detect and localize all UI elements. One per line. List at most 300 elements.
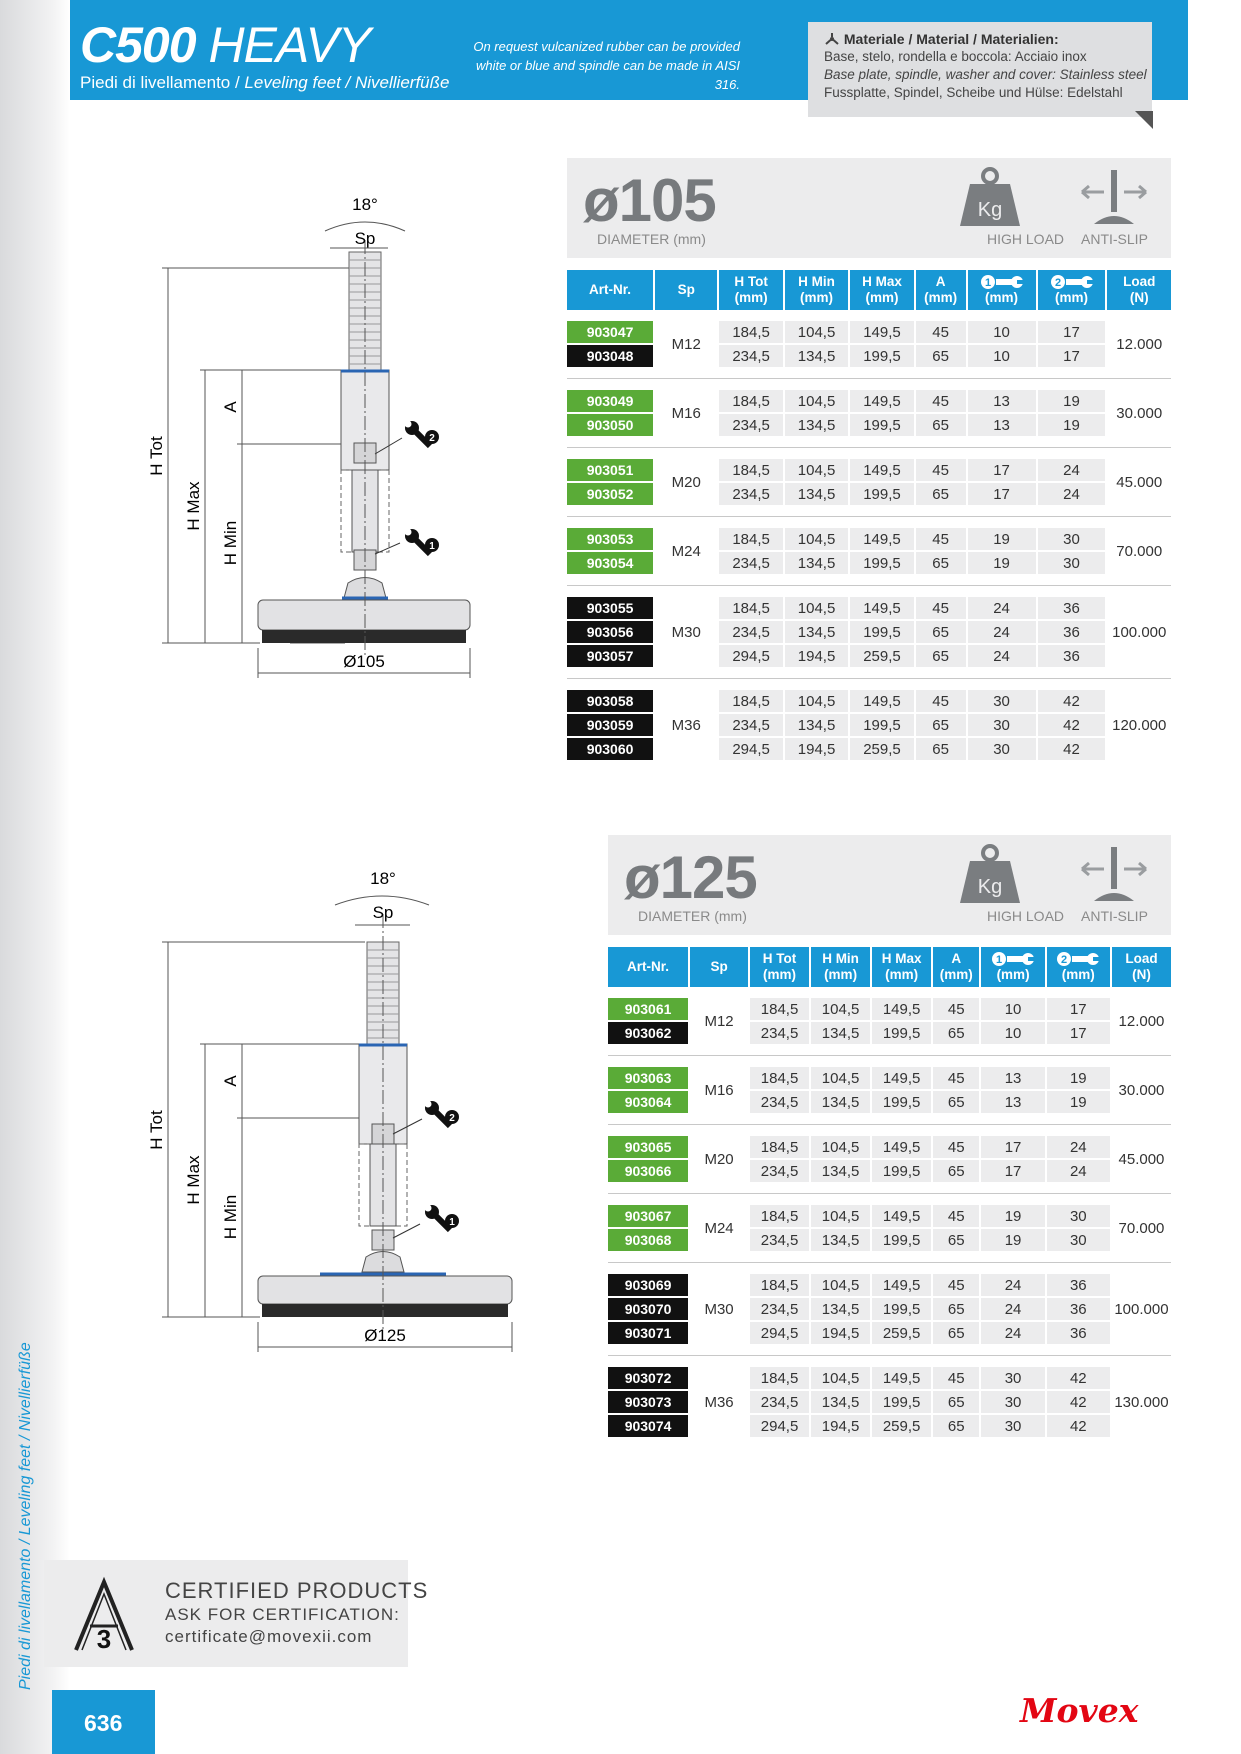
article-number: 903071 bbox=[608, 1322, 688, 1344]
dimension-cell: 42 bbox=[1038, 714, 1106, 736]
dimension-cell: 65 bbox=[916, 645, 966, 667]
dimension-cell: 259,5 bbox=[872, 1322, 931, 1344]
dimension-cell: 19 bbox=[981, 1205, 1044, 1227]
article-number: 903056 bbox=[567, 621, 653, 643]
dimension-cell: 65 bbox=[916, 552, 966, 574]
dimension-cell: 10 bbox=[981, 1022, 1044, 1044]
base-diameter-label: Ø105 bbox=[343, 652, 385, 671]
sp-label: Sp bbox=[354, 229, 376, 248]
article-number: 903053 bbox=[567, 528, 653, 550]
dimension-cell: 184,5 bbox=[750, 1205, 809, 1227]
svg-text:1: 1 bbox=[429, 541, 435, 552]
load-value: 120.000 bbox=[1112, 716, 1167, 734]
dimension-cell: 19 bbox=[1038, 390, 1106, 412]
dimension-cell: 199,5 bbox=[872, 1091, 931, 1113]
dimension-cell: 36 bbox=[1038, 645, 1106, 667]
dimension-cell: 134,5 bbox=[811, 1160, 870, 1182]
dimension-cell: 42 bbox=[1038, 690, 1106, 712]
dimension-cell: 234,5 bbox=[750, 1160, 809, 1182]
header-col-0: Art-Nr. bbox=[567, 270, 653, 310]
dimension-cell: 134,5 bbox=[785, 414, 848, 436]
dimension-cell: 42 bbox=[1047, 1391, 1110, 1413]
dimension-cell: 65 bbox=[933, 1415, 979, 1437]
dimensions-table-125 bbox=[606, 945, 1173, 1448]
header-wrench-1: 1 (mm) bbox=[968, 270, 1036, 310]
ask-certification-text: ASK FOR CERTIFICATION: bbox=[165, 1605, 400, 1624]
dimension-cell: 199,5 bbox=[850, 345, 913, 367]
dimension-cell: 199,5 bbox=[872, 1229, 931, 1251]
dimension-cell: 65 bbox=[916, 714, 966, 736]
dimension-cell: 45 bbox=[916, 321, 966, 343]
article-number: 903065 bbox=[608, 1136, 688, 1158]
dimension-cell: 234,5 bbox=[750, 1229, 809, 1251]
dimension-cell: 24 bbox=[981, 1322, 1044, 1344]
certification-box bbox=[44, 1560, 429, 1667]
dimension-cell: 104,5 bbox=[785, 459, 848, 481]
anti-slip-icon bbox=[1078, 166, 1150, 230]
header-col-0: Art-Nr. bbox=[608, 947, 688, 987]
spec-header-125 bbox=[608, 835, 1171, 935]
header-wrench-2: 2 (mm) bbox=[1047, 947, 1110, 987]
a-label: A bbox=[221, 401, 240, 413]
dimension-cell: 194,5 bbox=[785, 738, 848, 760]
materials-icon bbox=[824, 32, 840, 46]
load-value: 45.000 bbox=[1118, 1150, 1165, 1168]
left-margin-band bbox=[0, 0, 70, 1754]
dimension-cell: 234,5 bbox=[750, 1091, 809, 1113]
dimension-cell: 36 bbox=[1047, 1298, 1110, 1320]
table-header bbox=[567, 270, 1171, 310]
dimension-cell: 30 bbox=[981, 1367, 1044, 1389]
page-number: 636 bbox=[84, 1710, 123, 1736]
certificate-email-link[interactable]: certificate@movexii.com bbox=[165, 1627, 373, 1646]
dimension-cell: 45 bbox=[933, 1067, 979, 1089]
title-heavy: HEAVY bbox=[208, 17, 371, 73]
dimension-cell: 13 bbox=[981, 1091, 1044, 1113]
product-title bbox=[80, 16, 370, 74]
dimension-cell: 30 bbox=[968, 738, 1036, 760]
load-value: 45.000 bbox=[1116, 473, 1163, 491]
dimension-cell: 104,5 bbox=[811, 1136, 870, 1158]
h-max-label: H Max bbox=[184, 1155, 203, 1205]
box-corner bbox=[1135, 111, 1153, 129]
dimension-cell: 13 bbox=[968, 390, 1036, 412]
dimension-cell: 194,5 bbox=[811, 1415, 870, 1437]
svg-text:1: 1 bbox=[984, 277, 991, 289]
wrench-2-icon bbox=[1050, 274, 1094, 290]
dimension-cell: 184,5 bbox=[719, 390, 782, 412]
svg-text:2: 2 bbox=[1061, 954, 1068, 966]
dimension-cell: 149,5 bbox=[850, 690, 913, 712]
dimension-cell: 19 bbox=[968, 552, 1036, 574]
wrench-1-icon bbox=[405, 529, 440, 555]
dimension-cell: 149,5 bbox=[850, 597, 913, 619]
dimension-cell: 134,5 bbox=[811, 1391, 870, 1413]
header-wrench-1: 1 (mm) bbox=[981, 947, 1044, 987]
table-row bbox=[567, 597, 1171, 619]
dimension-cell: 104,5 bbox=[785, 390, 848, 412]
spindle-size: M36 bbox=[704, 1393, 734, 1411]
dimension-cell: 104,5 bbox=[785, 597, 848, 619]
dimension-cell: 45 bbox=[933, 1367, 979, 1389]
dimension-cell: 45 bbox=[933, 998, 979, 1020]
dimension-cell: 45 bbox=[933, 1136, 979, 1158]
svg-text:2: 2 bbox=[429, 433, 435, 444]
header-col-2: H Tot (mm) bbox=[750, 947, 809, 987]
dimension-cell: 42 bbox=[1047, 1367, 1110, 1389]
dimension-cell: 19 bbox=[1038, 414, 1106, 436]
dimension-cell: 65 bbox=[933, 1091, 979, 1113]
dimension-cell: 45 bbox=[916, 528, 966, 550]
article-number: 903050 bbox=[567, 414, 653, 436]
dimension-cell: 194,5 bbox=[811, 1322, 870, 1344]
article-number: 903069 bbox=[608, 1274, 688, 1296]
wrench-2-icon bbox=[425, 1101, 460, 1127]
dimension-cell: 104,5 bbox=[785, 528, 848, 550]
article-number: 903052 bbox=[567, 483, 653, 505]
weight-kg-icon bbox=[954, 843, 1026, 907]
page-number-box bbox=[52, 1690, 155, 1754]
dimension-cell: 184,5 bbox=[719, 690, 782, 712]
dimension-cell: 184,5 bbox=[719, 528, 782, 550]
dimension-cell: 149,5 bbox=[850, 459, 913, 481]
wrench-2-icon bbox=[1056, 951, 1100, 967]
article-number: 903064 bbox=[608, 1091, 688, 1113]
diameter-label: DIAMETER (mm) bbox=[597, 231, 706, 247]
dimension-cell: 65 bbox=[916, 345, 966, 367]
dimension-cell: 17 bbox=[1047, 998, 1110, 1020]
dimension-cell: 134,5 bbox=[811, 1091, 870, 1113]
wrench-2-icon bbox=[405, 421, 440, 447]
dimension-cell: 149,5 bbox=[872, 1274, 931, 1296]
svg-text:3: 3 bbox=[96, 1624, 112, 1654]
dimension-cell: 17 bbox=[981, 1136, 1044, 1158]
subtitle-italian: Piedi di livellamento / bbox=[80, 73, 245, 92]
header-col-8: Load (N) bbox=[1112, 947, 1171, 987]
sp-label: Sp bbox=[372, 903, 394, 922]
dimension-cell: 234,5 bbox=[719, 714, 782, 736]
dimension-cell: 259,5 bbox=[850, 738, 913, 760]
header-col-3: H Min (mm) bbox=[785, 270, 848, 310]
svg-text:1: 1 bbox=[449, 1217, 455, 1228]
dimension-cell: 104,5 bbox=[811, 1067, 870, 1089]
dimension-cell: 234,5 bbox=[719, 621, 782, 643]
article-number: 903070 bbox=[608, 1298, 688, 1320]
dimension-cell: 199,5 bbox=[872, 1160, 931, 1182]
materials-line-3: Fussplatte, Spindel, Scheibe und Hülse: Edelstahl bbox=[824, 85, 1123, 100]
materials-title: Materiale / Material / Materialien: bbox=[824, 31, 1059, 47]
dimension-cell: 134,5 bbox=[785, 552, 848, 574]
dimension-cell: 65 bbox=[916, 414, 966, 436]
anti-slip-icon bbox=[1078, 843, 1150, 907]
dimension-cell: 199,5 bbox=[850, 714, 913, 736]
dimension-cell: 24 bbox=[968, 621, 1036, 643]
dimension-cell: 10 bbox=[968, 321, 1036, 343]
dimension-cell: 199,5 bbox=[872, 1022, 931, 1044]
certification-logo-icon bbox=[68, 1576, 140, 1656]
technical-drawing-105 bbox=[140, 188, 500, 688]
dimension-cell: 184,5 bbox=[750, 998, 809, 1020]
dimension-cell: 199,5 bbox=[872, 1298, 931, 1320]
dimension-cell: 17 bbox=[1047, 1022, 1110, 1044]
dimension-cell: 184,5 bbox=[750, 1274, 809, 1296]
note-line-1: On request vulcanized rubber can be provided bbox=[473, 39, 740, 54]
dimension-cell: 24 bbox=[1038, 483, 1106, 505]
dimension-cell: 65 bbox=[933, 1229, 979, 1251]
header-col-8: Load (N) bbox=[1107, 270, 1171, 310]
h-tot-label: H Tot bbox=[147, 436, 166, 476]
anti-slip-label: ANTI-SLIP bbox=[1081, 908, 1148, 924]
h-tot-label: H Tot bbox=[147, 1110, 166, 1150]
article-number: 903062 bbox=[608, 1022, 688, 1044]
materials-box bbox=[808, 22, 1152, 117]
header-col-5: A (mm) bbox=[933, 947, 979, 987]
dimension-cell: 24 bbox=[981, 1298, 1044, 1320]
dimension-cell: 17 bbox=[1038, 345, 1106, 367]
dimension-cell: 30 bbox=[968, 690, 1036, 712]
table-row bbox=[608, 1205, 1171, 1227]
load-value: 100.000 bbox=[1114, 1300, 1169, 1318]
dimension-cell: 234,5 bbox=[750, 1298, 809, 1320]
header-col-4: H Max (mm) bbox=[872, 947, 931, 987]
header-wrench-2: 2 (mm) bbox=[1038, 270, 1106, 310]
dimension-cell: 42 bbox=[1047, 1415, 1110, 1437]
a-label: A bbox=[221, 1075, 240, 1087]
dimension-cell: 199,5 bbox=[850, 552, 913, 574]
header-col-1: Sp bbox=[690, 947, 748, 987]
dimension-cell: 234,5 bbox=[719, 483, 782, 505]
spindle-size: M30 bbox=[704, 1300, 734, 1318]
dimension-cell: 104,5 bbox=[811, 1367, 870, 1389]
article-number: 903054 bbox=[567, 552, 653, 574]
diameter-label: DIAMETER (mm) bbox=[638, 908, 747, 924]
dimension-cell: 199,5 bbox=[850, 483, 913, 505]
certified-products-text: CERTIFIED PRODUCTS bbox=[165, 1578, 429, 1603]
dimension-cell: 65 bbox=[933, 1298, 979, 1320]
table-row bbox=[567, 390, 1171, 412]
dimension-cell: 194,5 bbox=[785, 645, 848, 667]
dimension-cell: 24 bbox=[1038, 459, 1106, 481]
article-number: 903060 bbox=[567, 738, 653, 760]
dimension-cell: 19 bbox=[1047, 1067, 1110, 1089]
spindle-size: M24 bbox=[704, 1219, 734, 1237]
table-row bbox=[567, 690, 1171, 712]
dimension-cell: 134,5 bbox=[811, 1298, 870, 1320]
dimension-cell: 45 bbox=[916, 597, 966, 619]
dimension-cell: 30 bbox=[981, 1415, 1044, 1437]
dimension-cell: 149,5 bbox=[872, 1067, 931, 1089]
dimension-cell: 234,5 bbox=[719, 345, 782, 367]
dimension-cell: 104,5 bbox=[811, 1205, 870, 1227]
dimension-cell: 294,5 bbox=[750, 1415, 809, 1437]
wrench-1-icon bbox=[991, 951, 1035, 967]
dimension-cell: 199,5 bbox=[850, 621, 913, 643]
article-number: 903066 bbox=[608, 1160, 688, 1182]
dimension-cell: 13 bbox=[968, 414, 1036, 436]
dimension-cell: 30 bbox=[968, 714, 1036, 736]
dimension-cell: 234,5 bbox=[750, 1022, 809, 1044]
dimension-cell: 45 bbox=[916, 390, 966, 412]
dimension-cell: 134,5 bbox=[785, 345, 848, 367]
spindle-size: M20 bbox=[704, 1150, 734, 1168]
wrench-1-icon bbox=[425, 1205, 460, 1231]
spindle-size: M12 bbox=[671, 335, 701, 353]
header-col-4: H Max (mm) bbox=[850, 270, 913, 310]
load-value: 30.000 bbox=[1116, 404, 1163, 422]
dimension-cell: 24 bbox=[968, 645, 1036, 667]
svg-text:Kg: Kg bbox=[977, 876, 1003, 898]
dimension-cell: 17 bbox=[1038, 321, 1106, 343]
dimension-cell: 259,5 bbox=[872, 1415, 931, 1437]
table-row bbox=[608, 1136, 1171, 1158]
dimension-cell: 134,5 bbox=[811, 1022, 870, 1044]
high-load-label: HIGH LOAD bbox=[987, 908, 1065, 924]
svg-text:Kg: Kg bbox=[977, 199, 1003, 221]
table-row bbox=[608, 1367, 1171, 1389]
dimension-cell: 30 bbox=[1047, 1205, 1110, 1227]
article-number: 903072 bbox=[608, 1367, 688, 1389]
dimension-cell: 36 bbox=[1047, 1274, 1110, 1296]
dimension-cell: 184,5 bbox=[750, 1067, 809, 1089]
diameter-value: ø125 bbox=[624, 844, 757, 911]
article-number: 903061 bbox=[608, 998, 688, 1020]
load-value: 130.000 bbox=[1114, 1393, 1169, 1411]
load-value: 100.000 bbox=[1112, 623, 1167, 641]
wrench-1-icon bbox=[980, 274, 1024, 290]
article-number: 903067 bbox=[608, 1205, 688, 1227]
spindle-size: M16 bbox=[671, 404, 701, 422]
dimension-cell: 19 bbox=[1047, 1091, 1110, 1113]
dimension-cell: 36 bbox=[1047, 1322, 1110, 1344]
table-row bbox=[608, 1274, 1171, 1296]
load-value: 12.000 bbox=[1116, 335, 1163, 353]
article-number: 903074 bbox=[608, 1415, 688, 1437]
dimension-cell: 134,5 bbox=[785, 714, 848, 736]
product-subtitle bbox=[80, 73, 449, 93]
svg-text:2: 2 bbox=[449, 1113, 455, 1124]
dimension-cell: 199,5 bbox=[850, 414, 913, 436]
table-row bbox=[567, 528, 1171, 550]
spindle-size: M24 bbox=[671, 542, 701, 560]
h-min-label: H Min bbox=[221, 1194, 240, 1240]
subtitle-english-german: Leveling feet / Nivellierfüße bbox=[244, 73, 450, 92]
dimension-cell: 19 bbox=[968, 528, 1036, 550]
dimension-cell: 13 bbox=[981, 1067, 1044, 1089]
dimension-cell: 65 bbox=[916, 483, 966, 505]
spindle-size: M30 bbox=[671, 623, 701, 641]
spindle-size: M16 bbox=[704, 1081, 734, 1099]
dimension-cell: 65 bbox=[933, 1022, 979, 1044]
dimension-cell: 42 bbox=[1038, 738, 1106, 760]
dimension-cell: 30 bbox=[1038, 528, 1106, 550]
article-number: 903057 bbox=[567, 645, 653, 667]
article-number: 903059 bbox=[567, 714, 653, 736]
weight-kg-icon bbox=[954, 166, 1026, 230]
header-col-5: A (mm) bbox=[916, 270, 966, 310]
materials-line-2: Base plate, spindle, washer and cover: Stainless steel bbox=[824, 67, 1147, 82]
dimension-cell: 294,5 bbox=[719, 645, 782, 667]
article-number: 903073 bbox=[608, 1391, 688, 1413]
spindle-size: M36 bbox=[671, 716, 701, 734]
dimension-cell: 149,5 bbox=[850, 528, 913, 550]
load-value: 12.000 bbox=[1118, 1012, 1165, 1030]
diameter-value: ø105 bbox=[583, 167, 716, 234]
h-min-label: H Min bbox=[221, 520, 240, 566]
dimension-cell: 259,5 bbox=[850, 645, 913, 667]
dimension-cell: 45 bbox=[916, 459, 966, 481]
high-load-label: HIGH LOAD bbox=[987, 231, 1065, 247]
dimension-cell: 65 bbox=[933, 1391, 979, 1413]
dimension-cell: 24 bbox=[981, 1274, 1044, 1296]
dimension-cell: 184,5 bbox=[719, 321, 782, 343]
dimension-cell: 36 bbox=[1038, 621, 1106, 643]
dimension-cell: 104,5 bbox=[785, 690, 848, 712]
h-max-label: H Max bbox=[184, 481, 203, 531]
dimension-cell: 17 bbox=[981, 1160, 1044, 1182]
dimension-cell: 294,5 bbox=[750, 1322, 809, 1344]
technical-drawing-125 bbox=[140, 862, 540, 1362]
dimension-cell: 134,5 bbox=[811, 1229, 870, 1251]
dimension-cell: 30 bbox=[981, 1391, 1044, 1413]
article-number: 903049 bbox=[567, 390, 653, 412]
dimension-cell: 36 bbox=[1038, 597, 1106, 619]
title-main: C500 bbox=[80, 17, 196, 73]
dimension-cell: 149,5 bbox=[872, 998, 931, 1020]
spindle-size: M20 bbox=[671, 473, 701, 491]
table-row bbox=[567, 321, 1171, 343]
dimension-cell: 45 bbox=[916, 690, 966, 712]
dimension-cell: 65 bbox=[933, 1322, 979, 1344]
svg-text:2: 2 bbox=[1054, 277, 1061, 289]
base-diameter-label: Ø125 bbox=[364, 1326, 406, 1345]
article-number: 903058 bbox=[567, 690, 653, 712]
spec-header-105 bbox=[567, 158, 1171, 258]
dimension-cell: 234,5 bbox=[719, 552, 782, 574]
dimension-cell: 104,5 bbox=[811, 1274, 870, 1296]
dimension-cell: 24 bbox=[1047, 1160, 1110, 1182]
dimension-cell: 45 bbox=[933, 1274, 979, 1296]
dimension-cell: 134,5 bbox=[785, 621, 848, 643]
dimension-cell: 199,5 bbox=[872, 1391, 931, 1413]
dimension-cell: 149,5 bbox=[872, 1136, 931, 1158]
table-row bbox=[608, 1067, 1171, 1089]
dimension-cell: 149,5 bbox=[850, 321, 913, 343]
dimension-cell: 234,5 bbox=[750, 1391, 809, 1413]
svg-text:1: 1 bbox=[996, 954, 1003, 966]
dimension-cell: 30 bbox=[1047, 1229, 1110, 1251]
dimension-cell: 19 bbox=[981, 1229, 1044, 1251]
dimension-cell: 45 bbox=[933, 1205, 979, 1227]
dimension-cell: 134,5 bbox=[785, 483, 848, 505]
dimension-cell: 149,5 bbox=[872, 1205, 931, 1227]
sidebar-vertical-text: Piedi di livellamento / Leveling feet / Nivellierfüße bbox=[17, 1342, 34, 1690]
dimension-cell: 294,5 bbox=[719, 738, 782, 760]
dimension-cell: 30 bbox=[1038, 552, 1106, 574]
spindle-size: M12 bbox=[704, 1012, 734, 1030]
header-col-2: H Tot (mm) bbox=[719, 270, 782, 310]
dimension-cell: 10 bbox=[968, 345, 1036, 367]
dimension-cell: 65 bbox=[933, 1160, 979, 1182]
request-note bbox=[470, 37, 740, 94]
angle-label: 18° bbox=[352, 195, 378, 214]
dimension-cell: 17 bbox=[968, 483, 1036, 505]
header-col-3: H Min (mm) bbox=[811, 947, 870, 987]
article-number: 903051 bbox=[567, 459, 653, 481]
article-number: 903063 bbox=[608, 1067, 688, 1089]
article-number: 903047 bbox=[567, 321, 653, 343]
dimensions-table-105 bbox=[565, 268, 1173, 771]
dimension-cell: 104,5 bbox=[785, 321, 848, 343]
